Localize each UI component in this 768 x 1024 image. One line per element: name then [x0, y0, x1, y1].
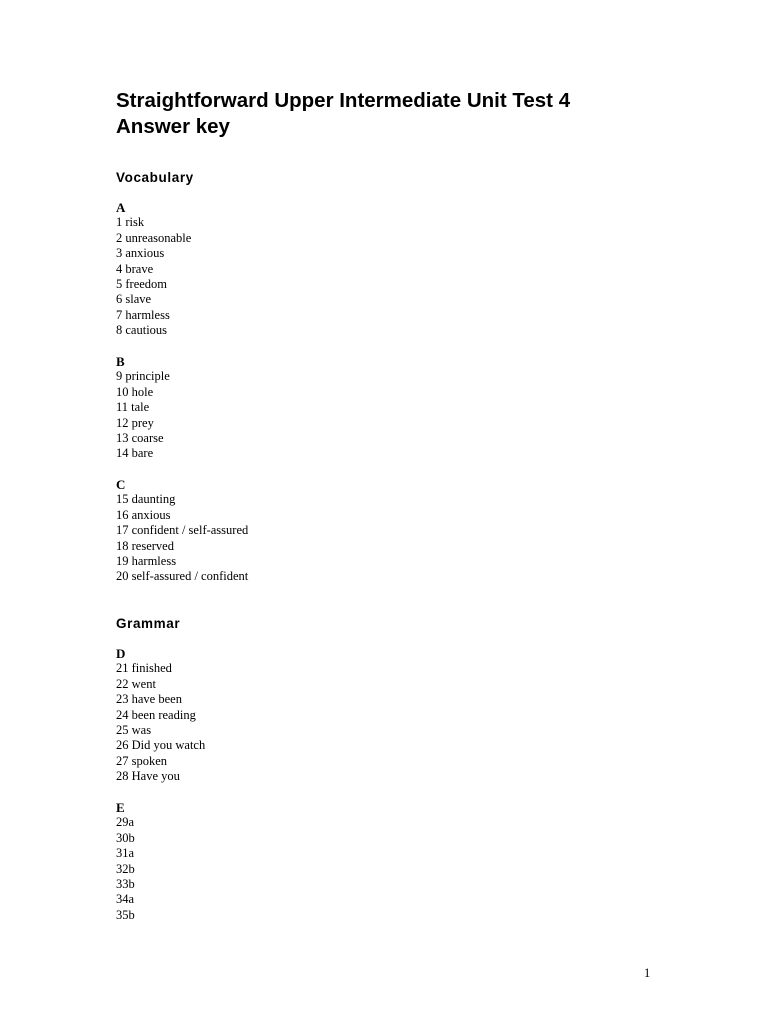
part-letter: B: [116, 354, 125, 369]
answer-item: 28 Have you: [116, 769, 180, 784]
part-a: [116, 200, 191, 339]
answer-item: 16 anxious: [116, 507, 171, 522]
answer-item: 5 freedom: [116, 277, 168, 292]
answer-item: 17 confident / self-assured: [116, 523, 249, 538]
part-d: [116, 646, 205, 785]
answer-list: [116, 815, 135, 923]
part-c: [116, 477, 248, 585]
answer-list: [116, 492, 248, 584]
answer-item: 4 brave: [116, 261, 154, 276]
answer-item: 21 finished: [116, 661, 172, 676]
answer-list: [116, 215, 191, 338]
part-letter: C: [116, 477, 126, 492]
answer-list: [116, 369, 170, 461]
section-heading-grammar: Grammar: [116, 616, 181, 631]
answer-item: 14 bare: [116, 446, 154, 461]
answer-item: 29a: [116, 815, 135, 830]
answer-item: 1 risk: [116, 215, 145, 230]
answer-item: 23 have been: [116, 692, 182, 707]
answer-item: 9 principle: [116, 369, 170, 384]
answer-item: 27 spoken: [116, 753, 168, 768]
answer-item: 3 anxious: [116, 246, 165, 261]
answer-item: 33b: [116, 877, 135, 892]
page-title: [116, 88, 570, 140]
answer-list: [116, 661, 205, 784]
title-line-1: Straightforward Upper Intermediate Unit Test 4: [116, 89, 571, 112]
answer-item: 6 slave: [116, 292, 152, 307]
answer-item: 30b: [116, 830, 135, 845]
answer-item: 35b: [116, 907, 135, 922]
answer-item: 22 went: [116, 676, 156, 691]
answer-item: 13 coarse: [116, 431, 164, 446]
answer-item: 10 hole: [116, 384, 154, 399]
answer-item: 11 tale: [116, 400, 150, 415]
part-b: [116, 354, 170, 462]
answer-item: 25 was: [116, 723, 152, 738]
answer-item: 24 been reading: [116, 707, 196, 722]
answer-item: 15 daunting: [116, 492, 176, 507]
part-letter: A: [116, 200, 126, 215]
answer-item: 26 Did you watch: [116, 738, 206, 753]
page-number: 1: [644, 966, 651, 980]
answer-item: 31a: [116, 846, 135, 861]
answer-item: 18 reserved: [116, 538, 174, 553]
answer-item: 19 harmless: [116, 554, 177, 569]
part-letter: E: [116, 800, 125, 815]
answer-item: 12 prey: [116, 415, 154, 430]
answer-item: 7 harmless: [116, 307, 170, 322]
answer-item: 32b: [116, 861, 135, 876]
section-heading-vocabulary: Vocabulary: [116, 170, 194, 185]
part-e: [116, 800, 135, 923]
part-letter: D: [116, 646, 126, 661]
answer-item: 8 cautious: [116, 323, 168, 338]
title-line-2: Answer key: [116, 115, 230, 138]
answer-item: 20 self-assured / confident: [116, 569, 249, 584]
answer-item: 34a: [116, 892, 135, 907]
answer-item: 2 unreasonable: [116, 230, 192, 245]
